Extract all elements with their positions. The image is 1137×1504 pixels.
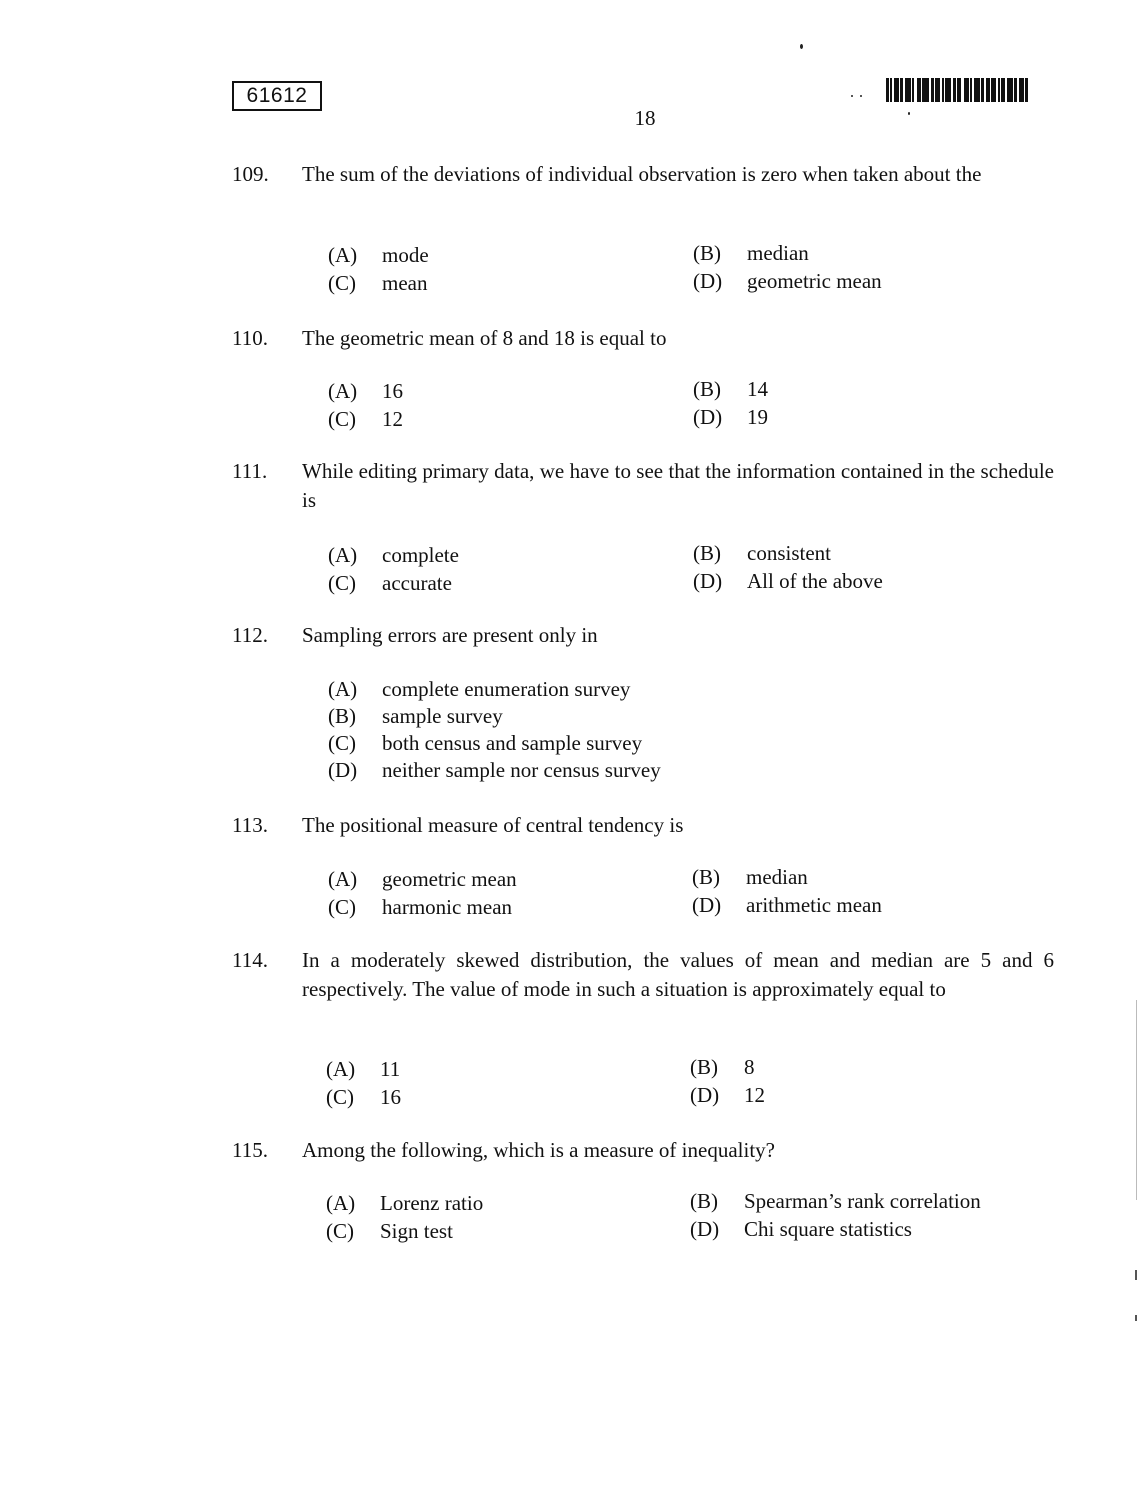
question-text: While editing primary data, we have to see that the information contained in the schedule is (302, 459, 1054, 512)
option-c: (C) Sign test (326, 1219, 453, 1243)
paper-code-box: 61612 (232, 81, 322, 111)
option-d: (D) 12 (690, 1083, 765, 1107)
scan-speck (851, 95, 853, 97)
question-text: The sum of the deviations of individual observation is zero when taken about the (302, 162, 982, 186)
question-text: Among the following, which is a measure of inequality? (302, 1138, 775, 1162)
scan-speck (800, 44, 803, 49)
question-text: Sampling errors are present only in (302, 623, 598, 647)
option-b: (B) median (693, 241, 809, 265)
option-a: (A) complete (328, 543, 459, 567)
option-c: (C) 16 (326, 1085, 401, 1109)
option-b: (B) sample survey (328, 704, 503, 728)
option-a: (A) geometric mean (328, 867, 517, 891)
option-d: (D) All of the above (693, 569, 883, 593)
option-a: (A) mode (328, 243, 429, 267)
question-number: 113. (232, 813, 268, 837)
question-number: 110. (232, 326, 268, 350)
option-d: (D) geometric mean (693, 269, 882, 293)
option-d: (D) 19 (693, 405, 768, 429)
scan-speck (860, 95, 862, 97)
option-c: (C) accurate (328, 571, 452, 595)
option-b: (B) 14 (693, 377, 768, 401)
question-text: In a moderately skewed distribution, the values of mean and median are 5 and 6 respectively. The value of mode in such a situation is approximately equal to (302, 948, 1054, 1001)
option-d: (D) arithmetic mean (692, 893, 882, 917)
option-c: (C) 12 (328, 407, 403, 431)
option-d: (D) Chi square statistics (690, 1217, 912, 1241)
question-number: 115. (232, 1138, 268, 1162)
option-b: (B) median (692, 865, 808, 889)
question-text: The positional measure of central tendency is (302, 813, 684, 837)
option-a: (A) 11 (326, 1057, 401, 1081)
option-c: (C) mean (328, 271, 428, 295)
option-a: (A) Lorenz ratio (326, 1191, 484, 1215)
question-number: 114. (232, 948, 268, 972)
option-c: (C) both census and sample survey (328, 731, 643, 755)
option-a: (A) complete enumeration survey (328, 677, 631, 701)
question-text: The geometric mean of 8 and 18 is equal to (302, 326, 667, 350)
option-c: (C) harmonic mean (328, 895, 513, 919)
option-b: (B) 8 (690, 1055, 755, 1079)
option-a: (A) 16 (328, 379, 403, 403)
question-number: 111. (232, 459, 268, 483)
page-number: 18 (634, 106, 656, 130)
scan-speck (908, 112, 910, 115)
option-b: (B) Spearman’s rank correlation (690, 1189, 981, 1213)
question-number: 109. (232, 162, 269, 186)
option-b: (B) consistent (693, 541, 831, 565)
question-number: 112. (232, 623, 268, 647)
option-d: (D) neither sample nor census survey (328, 758, 661, 782)
barcode-image (886, 78, 1034, 102)
